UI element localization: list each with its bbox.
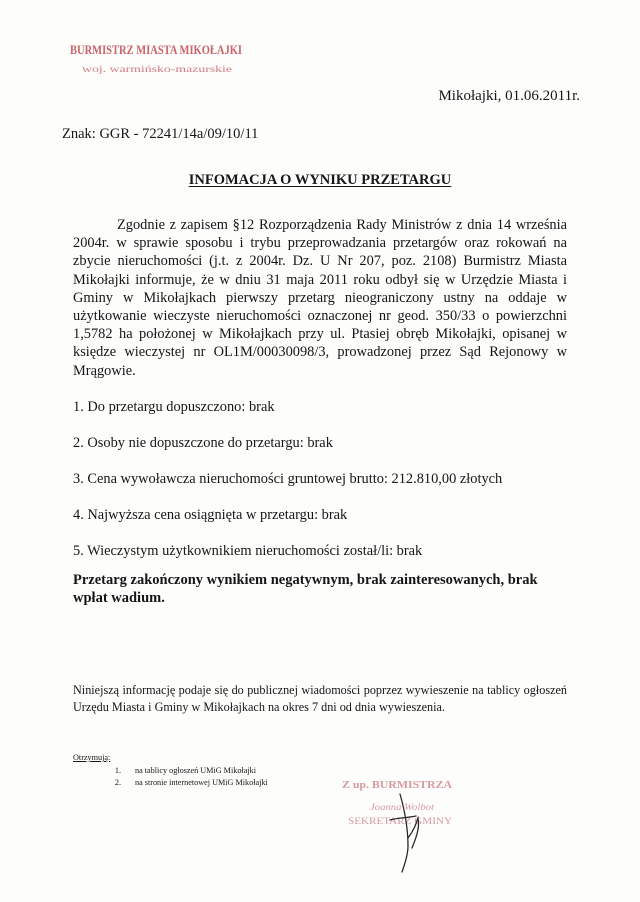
- conclusion-text: Przetarg zakończony wynikiem negatywnym, brak zainteresowanych, brak wpłat wadium.: [73, 572, 538, 606]
- recipients-block: [73, 753, 268, 789]
- recipients-label: Otrzymują:: [73, 753, 111, 762]
- recipient-row: [73, 765, 268, 777]
- office-stamp: [68, 38, 243, 80]
- signature-stamp-line-2: Joanna Wolbot: [370, 802, 435, 812]
- publication-notice: Niniejszą informację podaje się do publicznej wiadomości poprzez wywieszenie na tablicy ogłoszeń Urzędu Miasta i Gminy w Mikołajkach na okres 7 dni od dnia wywieszenia.: [73, 683, 567, 714]
- recipient-text: na stronie internetowej UMiG Mikołajki: [135, 778, 268, 787]
- list-item: 3. Cena wywoławcza nieruchomości gruntowej brutto: 212.810,00 złotych: [73, 471, 503, 487]
- recipient-row: [73, 777, 268, 789]
- document-title: INFOMACJA O WYNIKU PRZETARGU: [188, 172, 452, 188]
- stamp-line-1: BURMISTRZ MIASTA MIKOŁAJKI: [70, 43, 243, 57]
- stamp-line-2: woj. warmińsko-mazurskie: [82, 64, 232, 74]
- result-list: [73, 398, 502, 578]
- recipient-number: 1.: [114, 766, 121, 775]
- reference-number: Znak: GGR - 72241/14a/09/10/11: [62, 126, 259, 142]
- place-and-date: Mikołajki, 01.06.2011r.: [438, 88, 580, 104]
- list-item: 2. Osoby nie dopuszczone do przetargu: brak: [73, 435, 333, 451]
- recipient-number: 2.: [114, 778, 121, 787]
- list-item: 4. Najwyższa cena osiągnięta w przetargu: brak: [73, 507, 348, 523]
- list-item: 1. Do przetargu dopuszczono: brak: [73, 399, 275, 415]
- list-item: 5. Wieczystym użytkownikiem nieruchomości został/li: brak: [73, 543, 423, 559]
- body-paragraph: Zgodnie z zapisem §12 Rozporządzenia Rady Ministrów z dnia 14 września 2004r. w sprawie sposobu i trybu przeprowadzania przetargów oraz rokowań na zbycie nieruchomości (j.t. z 2004r. Dz. U Nr 207, poz. 2108) Burmistrz Miasta Mikołajki informuje, że w dniu 31 maja 2011 roku odbył się w Urzędzie Miasta i Gminy w Mikołajkach pierwszy przetarg nieograniczony ustny na oddaje w użytkowanie wieczyste nieruchomości oznaczonej nr geod. 350/33 o powierzchni 1,5782 ha położonej w Mikołajkach przy ul. Ptasiej obręb Mikołajki, opisanej w księdze wieczystej nr OL1M/00030098/3, prowadzonej przez Sąd Rejonowy w Mrągowie.: [73, 217, 567, 379]
- signature-stamp-line-3: SEKRETARZ GMINY: [348, 817, 453, 827]
- recipient-text: na tablicy ogłoszeń UMiG Mikołajki: [135, 766, 256, 775]
- signature-stamp-line-1: Z up. BURMISTRZA: [342, 780, 453, 791]
- signature-stamp: [330, 768, 470, 878]
